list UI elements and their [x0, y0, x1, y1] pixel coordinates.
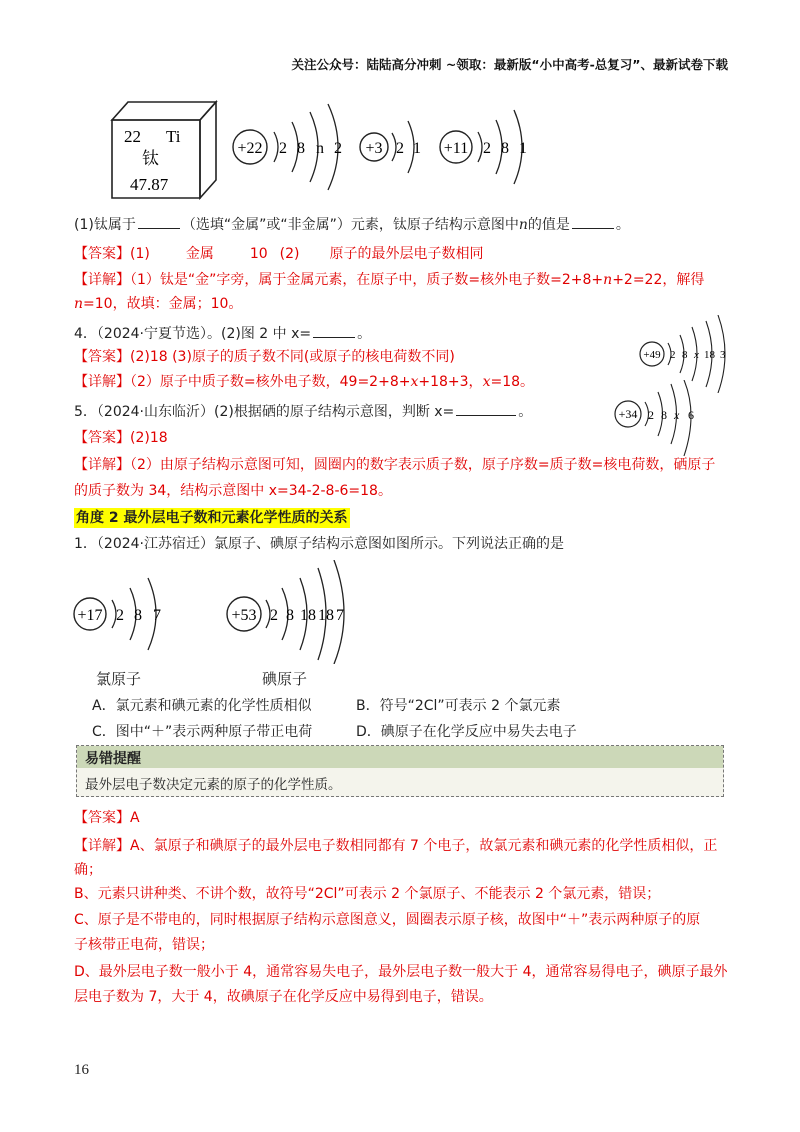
- nucleus-label: +11: [443, 140, 469, 157]
- shell-3: x: [674, 408, 680, 422]
- shell-2: 8: [682, 349, 688, 361]
- atom-diagram-cl: [72, 572, 172, 656]
- question-s1: 1．（2024·江苏宿迁）氯原子、碘原子结构示意图如图所示。下列说法正确的是: [74, 536, 564, 552]
- shell-2: 8: [134, 607, 142, 624]
- shell-1: 2: [279, 140, 287, 157]
- atom-diagram-ti: [226, 100, 356, 195]
- tip-header: [77, 746, 723, 768]
- tip-title: 易错提醒: [85, 751, 141, 767]
- explanation-s1-line2: 确；: [74, 862, 102, 878]
- shell-1: 2: [670, 349, 676, 361]
- shell-2: 8: [286, 607, 294, 624]
- explanation-5-line2: 的质子数为 34，结构示意图中 x=34-2-8-6=18。: [74, 483, 392, 499]
- nucleus-label: +53: [231, 607, 257, 624]
- shell-4: 2: [334, 140, 342, 157]
- option-b[interactable]: B．符号“2Cl”可表示 2 个氯元素: [356, 698, 561, 714]
- question-1: (1)钛属于 （选填“金属”或“非金属”）元素，钛原子结构示意图中n的值是 。: [74, 217, 630, 233]
- element-symbol: Ti: [166, 127, 181, 146]
- question-4: 4．（2024·宁夏节选）。(2)图 2 中 x= 。: [74, 326, 372, 342]
- caption-i: 碘原子: [262, 670, 308, 688]
- element-name: 钛: [142, 149, 159, 168]
- shell-3: 1: [519, 140, 527, 157]
- answer-blank: [456, 403, 516, 416]
- shell-3: 7: [153, 607, 161, 624]
- tip-body: 最外层电子数决定元素的原子的化学性质。: [85, 777, 342, 793]
- nucleus-label: +22: [237, 140, 263, 157]
- explanation-1-line1: 【详解】（1）钛是“金”字旁，属于金属元素，在原子中，质子数=核外电子数=2+8+n+2=22，解得: [74, 272, 705, 288]
- nucleus-label: +17: [77, 607, 103, 624]
- explanation-1-line2: n=10，故填：金属；10。: [74, 296, 243, 312]
- question-5: 5．（2024·山东临沂）(2)根据硒的原子结构示意图，判断 x= 。: [74, 404, 533, 420]
- explanation-s1-line1: 【详解】A、氯原子和碘原子的最外层电子数相同都有 7 个电子，故氯元素和碘元素的化学性质相似，正: [74, 838, 718, 854]
- shell-5: 7: [336, 607, 344, 624]
- shell-3: x: [694, 349, 699, 361]
- option-a[interactable]: A．氯元素和碘元素的化学性质相似: [92, 698, 312, 714]
- explanation-5-line1: 【详解】（2）由原子结构示意图可知，圆圈内的数字表示质子数，原子序数=质子数=核电荷数，硒原子: [74, 457, 716, 473]
- answer-5: 【答案】(2)18: [74, 430, 168, 446]
- caption-cl: 氯原子: [96, 670, 142, 688]
- element-number: 22: [124, 127, 141, 146]
- shell-1: 2: [483, 140, 491, 157]
- page-number: 16: [74, 1062, 89, 1078]
- explanation-4: 【详解】（2）原子中质子数=核外电子数，49=2+8+x+18+3，x=18。: [74, 374, 535, 390]
- shell-1: 2: [396, 140, 404, 157]
- atom-diagram-3: [356, 115, 426, 180]
- nucleus-label: +3: [365, 140, 383, 157]
- atom-diagram-34: [612, 380, 702, 460]
- shell-4: 18: [704, 349, 715, 361]
- answer-blank: [138, 216, 180, 229]
- shell-2: 1: [413, 140, 421, 157]
- shell-2: 8: [501, 140, 509, 157]
- shell-5: 3: [720, 349, 726, 361]
- shell-1: 2: [648, 408, 654, 422]
- page-header: 关注公众号：陆陆高分冲刺 ~领取：最新版“小中高考-总复习”、最新试卷下载: [291, 57, 728, 72]
- explanation-s1-line3: B、元素只讲种类、不讲个数，故符号“2Cl”可表示 2 个氯原子、不能表示 2 个氯元素，错误；: [74, 886, 661, 902]
- answer-1: 【答案】(1) 金属 10 (2) 原子的最外层电子数相同: [74, 246, 484, 262]
- shell-3: n: [316, 140, 324, 157]
- nucleus-label: +49: [643, 349, 661, 361]
- answer-4: 【答案】(2)18 (3)原子的质子数不同(或原子的核电荷数不同): [74, 349, 455, 365]
- explanation-s1-line5: 子核带正电荷，错误；: [74, 937, 214, 953]
- answer-blank: [313, 325, 355, 338]
- answer-s1: 【答案】A: [74, 810, 140, 826]
- shell-4: 18: [318, 607, 334, 624]
- shell-2: 8: [297, 140, 305, 157]
- section-heading: 角度 2 最外层电子数和元素化学性质的关系: [76, 510, 348, 526]
- shell-3: 18: [300, 607, 316, 624]
- element-card: [104, 98, 224, 204]
- shell-1: 2: [116, 607, 124, 624]
- explanation-s1-line4: C、原子是不带电的，同时根据原子结构示意图意义，圆圈表示原子核，故图中“＋”表示两种原子的原: [74, 912, 701, 928]
- shell-4: 6: [688, 408, 694, 422]
- explanation-s1-line7: 层电子数为 7，大于 4，故碘原子在化学反应中易得到电子，错误。: [74, 989, 493, 1005]
- explanation-s1-line6: D、最外层电子数一般小于 4，通常容易失电子，最外层电子数一般大于 4，通常容易得电子，碘原子最外: [74, 964, 728, 980]
- option-c[interactable]: C．图中“＋”表示两种原子带正电荷: [92, 724, 313, 740]
- nucleus-label: +34: [618, 407, 638, 421]
- answer-blank: [572, 216, 614, 229]
- atom-diagram-11: [436, 108, 531, 186]
- option-d[interactable]: D．碘原子在化学反应中易失去电子: [356, 724, 577, 740]
- shell-2: 8: [661, 408, 667, 422]
- tip-box: [76, 745, 724, 797]
- atom-diagram-i: [224, 560, 354, 664]
- element-mass: 47.87: [130, 175, 169, 194]
- shell-1: 2: [270, 607, 278, 624]
